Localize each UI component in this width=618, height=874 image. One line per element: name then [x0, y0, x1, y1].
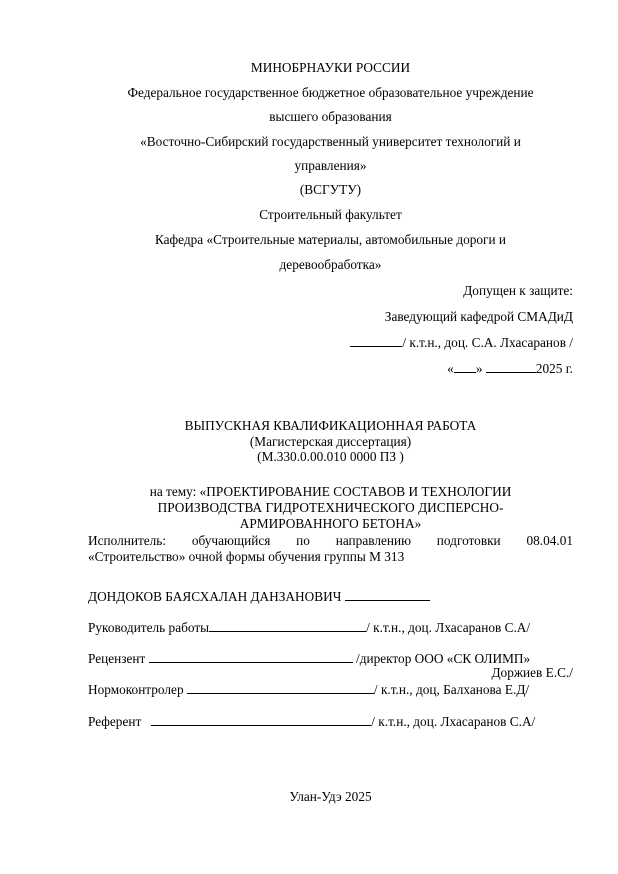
university-line: управления» — [294, 158, 367, 173]
head-name: / к.т.н., доц. С.А. Лхасаранов / — [402, 335, 573, 350]
work-subtype: (Магистерская диссертация) — [249, 434, 412, 449]
signature-line — [209, 619, 366, 632]
signature-line — [350, 334, 402, 347]
quote-open: « — [447, 361, 454, 376]
student-name: ДОНДОКОВ БАЯСХАЛАН ДАНЗАНОВИЧ — [88, 589, 342, 604]
executor-name — [88, 588, 573, 605]
normcontrol-name: / к.т.н., доц, Балханова Е.Д/ — [373, 682, 530, 697]
ministry: МИНОБРНАУКИ РОССИИ — [250, 60, 411, 75]
university-abbr: (ВСГУТУ) — [299, 182, 362, 197]
day-line — [454, 360, 476, 373]
institution-line: высшего образования — [269, 109, 392, 124]
department-line: деревообработка» — [279, 257, 382, 272]
university-line: «Восточно-Сибирский государственный университет технологий и — [140, 134, 521, 149]
work-type: ВЫПУСКНАЯ КВАЛИФИКАЦИОННАЯ РАБОТА — [184, 418, 477, 433]
normcontrol-label: Нормоконтролер — [88, 682, 184, 697]
signature-line — [149, 650, 353, 663]
quote-close: » — [475, 361, 483, 376]
referent-label: Референт — [88, 714, 142, 729]
year: 2025 г. — [535, 361, 573, 376]
reviewer-name2: Доржиев Е.С./ — [491, 665, 573, 680]
supervisor-label: Руководитель работы — [88, 620, 210, 635]
head-label: Заведующий кафедрой СМАДиД — [384, 309, 573, 324]
supervisor-row — [88, 619, 573, 636]
department-line: Кафедра «Строительные материалы, автомобильные дороги и — [154, 232, 507, 247]
supervisor-name: / к.т.н., доц. Лхасаранов С.А/ — [366, 620, 531, 635]
approval-date — [88, 360, 573, 377]
admitted-label: Допущен к защите: — [463, 283, 573, 298]
work-code: (М.330.0.00.010 0000 ПЗ ) — [257, 449, 404, 464]
referent-name: / к.т.н., доц. Лхасаранов С.А/ — [371, 714, 536, 729]
topic-line: на тему: «ПРОЕКТИРОВАНИЕ СОСТАВОВ И ТЕХНОЛОГИИ — [149, 484, 512, 499]
institution-line: Федеральное государственное бюджетное образовательное учреждение — [127, 85, 534, 100]
city-year: Улан-Удэ 2025 — [289, 789, 372, 804]
topic-line: ПРОИЗВОДСТВА ГИДРОТЕХНИЧЕСКОГО ДИСПЕРСНО- — [157, 500, 504, 515]
signature-line — [187, 681, 374, 694]
faculty: Строительный факультет — [259, 207, 402, 222]
executor-line: Исполнитель: обучающийся по направлению подготовки 08.04.01 — [88, 533, 573, 548]
head-signature — [88, 334, 573, 351]
signature-line — [151, 713, 371, 726]
topic-line: АРМИРОВАННОГО БЕТОНА» — [239, 516, 422, 531]
normcontrol-row — [88, 681, 573, 698]
signature-line — [345, 588, 430, 601]
reviewer-name: /директор ООО «СК ОЛИМП» — [356, 651, 531, 666]
reviewer-label: Рецензент — [88, 651, 146, 666]
month-line — [486, 360, 536, 373]
executor-line: «Строительство» очной формы обучения группы М 313 — [88, 549, 405, 564]
referent-row — [88, 713, 573, 730]
